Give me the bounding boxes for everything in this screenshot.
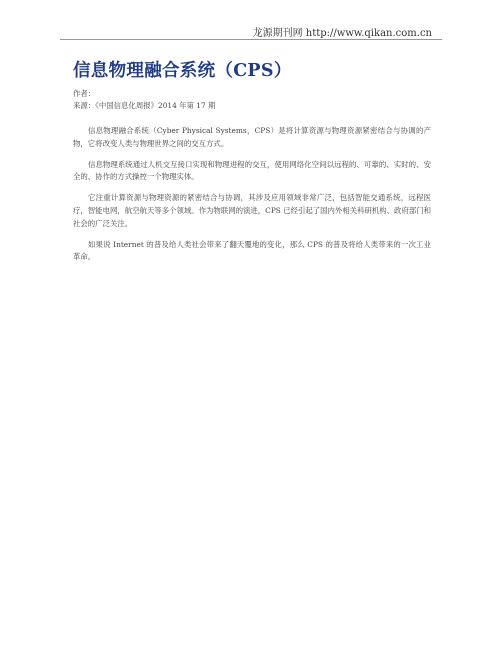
author-line: 作者： [73,89,96,98]
header-divider [60,39,442,40]
header-site-link[interactable]: 龙源期刊网 http://www.qikan.com.cn [252,28,432,39]
paragraph: 它注重计算资源与物理资源的紧密结合与协调，其涉及应用领域非常广泛，包括智能交通系统，远程医疗，智能电网，航空航天等多个领域。作为物联网的演进，CPS 已经引起了国内外相关科研机构、政府部门和社会的广泛关注。 [73,193,432,228]
article-body [73,125,431,272]
paragraph: 如果说 Internet 的普及给人类社会带来了翻天覆地的变化，那么 CPS 的普及将给人类带来的一次工业革命。 [73,239,431,262]
article-title: 信息物理融合系统（CPS） [73,61,292,81]
paragraph: 信息物理融合系统（Cyber Physical Systems，CPS）是将计算资源与物理资源紧密结合与协调的产物，它将改变人类与物理世界之间的交互方式。 [73,126,431,148]
paragraph: 信息物理系统通过人机交互接口实现和物理进程的交互，使用网络化空间以远程的、可靠的、实时的、安全的、协作的方式操控一个物理实体。 [73,159,431,182]
source-line: 来源：《中国信息化周报》2014 年第 17 期 [73,101,216,110]
